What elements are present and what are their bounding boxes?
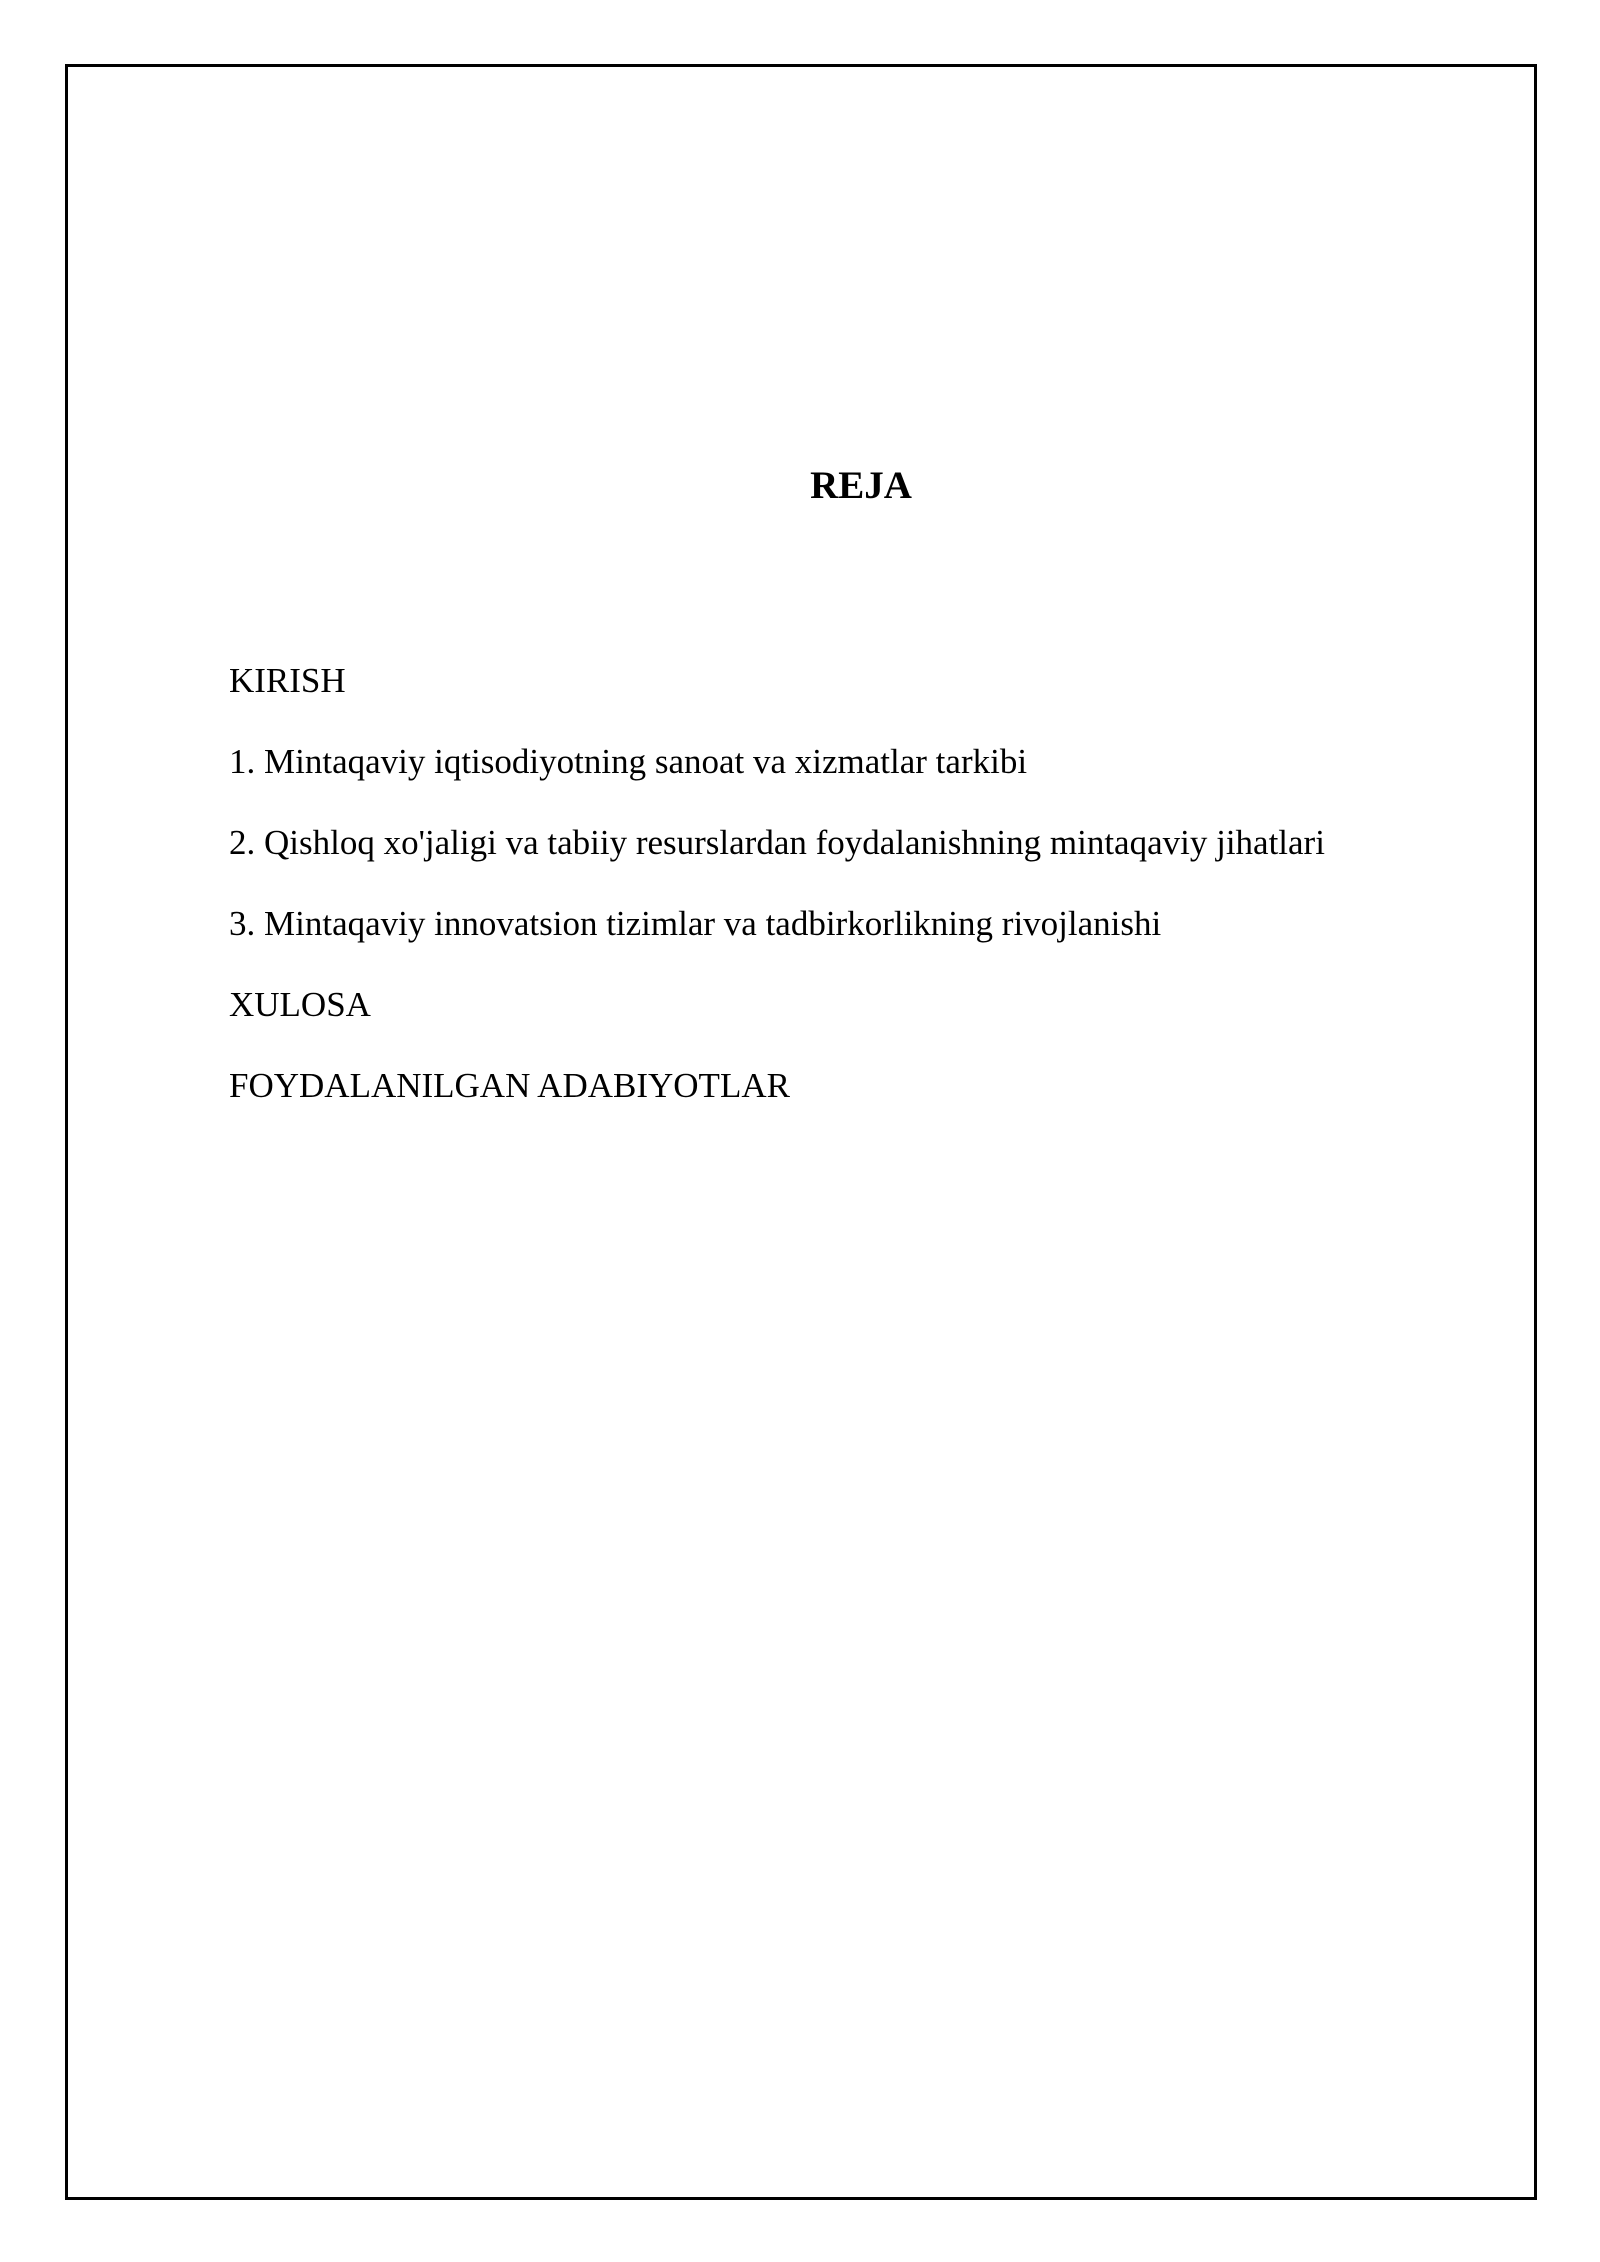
plan-item-introduction: KIRISH: [229, 661, 346, 700]
plan-list: [229, 640, 1325, 1126]
plan-item-section-3: 3. Mintaqaviy innovatsion tizimlar va tadbirkorlikning rivojlanishi: [229, 904, 1162, 943]
plan-item-section-2: 2. Qishloq xo'jaligi va tabiiy resurslardan foydalanishning mintaqaviy jihatlari: [229, 823, 1325, 862]
plan-item-section-1: 1. Mintaqaviy iqtisodiyotning sanoat va xizmatlar tarkibi: [229, 742, 1028, 781]
page-title: REJA: [810, 464, 912, 507]
page-border: [65, 64, 1537, 2200]
plan-item-references: FOYDALANILGAN ADABIYOTLAR: [229, 1066, 790, 1105]
plan-item-conclusion: XULOSA: [229, 985, 371, 1024]
